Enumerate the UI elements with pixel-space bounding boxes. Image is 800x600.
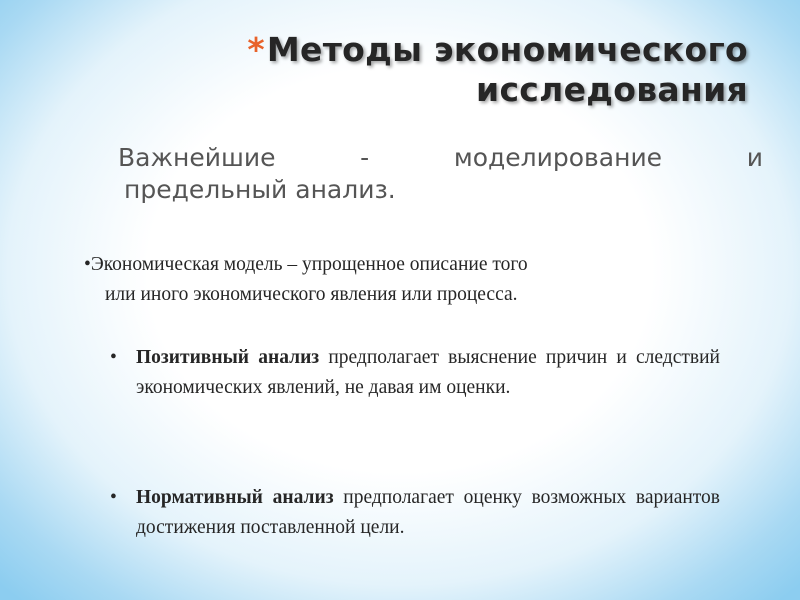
- positive-analysis-description: предполагает выяснение причин и следствий экономических явлений, не давая им оценки.: [136, 347, 720, 398]
- definition-line-1: [84, 250, 724, 280]
- subtitle-dash: -: [360, 143, 370, 172]
- definition-bullet: •: [84, 254, 91, 275]
- normative-analysis-bullet: •: [110, 487, 117, 508]
- normative-analysis-point: [110, 483, 720, 543]
- normative-analysis-text: [136, 483, 720, 543]
- model-definition: [84, 250, 724, 310]
- positive-analysis-text: [136, 343, 720, 403]
- subtitle-word-important: Важнейшие: [118, 143, 276, 172]
- positive-analysis-point: [110, 343, 720, 403]
- subtitle-word-modeling: моделирование: [453, 143, 663, 172]
- subtitle-line-1: [118, 142, 763, 174]
- definition-text-line-2: или иного экономического явления или процесса.: [105, 284, 518, 305]
- title-line-1: [150, 30, 748, 70]
- subtitle-word-and: и: [746, 143, 763, 172]
- subtitle-line-2: предельный анализ.: [124, 175, 396, 204]
- normative-analysis-description: предполагает оценку возможных вариантов достижения поставленной цели.: [136, 487, 721, 538]
- definition-text-line-1: Экономическая модель – упрощенное описание того: [90, 254, 528, 275]
- normative-analysis-term: Нормативный анализ: [136, 487, 334, 508]
- positive-analysis-term: Позитивный анализ: [136, 347, 320, 368]
- positive-analysis-bullet: •: [110, 347, 117, 368]
- title-text-line-2: исследования: [476, 70, 748, 109]
- title-asterisk-marker: *: [247, 30, 265, 69]
- title-text-line-1: Методы экономического: [266, 30, 748, 69]
- subtitle: [118, 142, 763, 206]
- slide-title: [150, 30, 748, 110]
